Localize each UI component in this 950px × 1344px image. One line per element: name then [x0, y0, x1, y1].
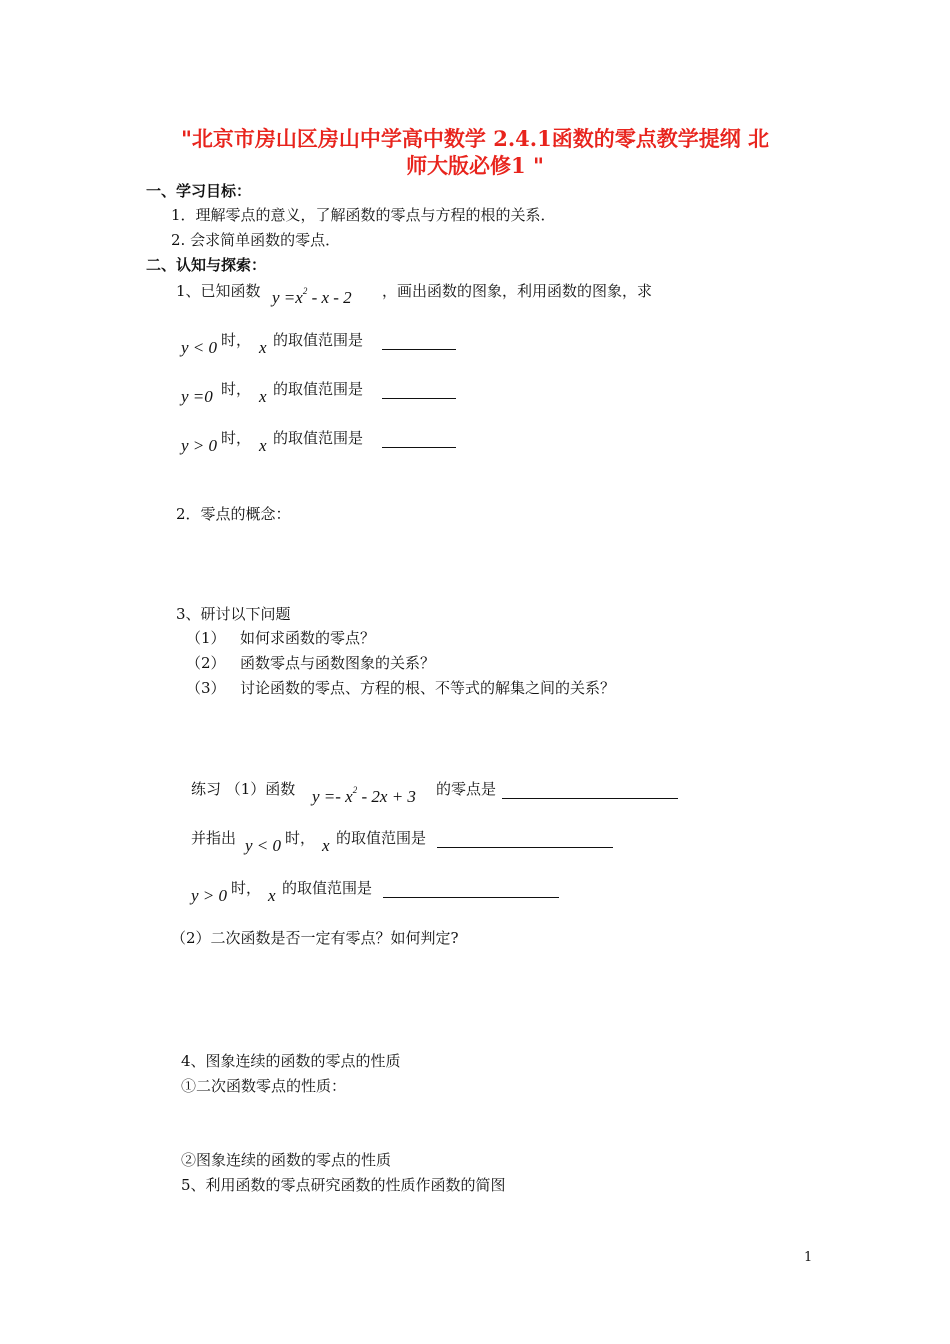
practice-line2-label: 的取值范围是: [336, 829, 427, 847]
q3-item-1-text: 如何求函数的零点？: [240, 629, 376, 647]
q1-row2-cond: y =0: [181, 387, 213, 406]
q1-suffix: ，画出函数的图象，利用函数的图象，求: [382, 282, 653, 300]
practice-line3-cond: y > 0: [191, 886, 228, 905]
q1-row1-label: 的取值范围是: [273, 331, 364, 349]
q1-row3-blank: [382, 429, 456, 448]
practice-line3-var: x: [268, 886, 276, 905]
practice-q2: （2）二次函数是否一定有零点？如何判定?: [171, 929, 459, 947]
doc-title-line2: 师大版必修1 ": [406, 153, 544, 178]
practice-line2-prefix: 并指出: [191, 829, 237, 847]
q1-row3-var: x: [259, 436, 267, 455]
practice-line3-label: 的取值范围是: [282, 879, 373, 897]
q3-heading: 3、研讨以下问题: [176, 605, 291, 623]
q1-row1-blank: [382, 331, 456, 350]
q1-row2-var: x: [259, 387, 267, 406]
q1-row3-text: 时，: [221, 429, 252, 447]
objective-item-1: 1．理解零点的意义，了解函数的零点与方程的根的关系．: [171, 206, 556, 224]
practice-line2-text: 时，: [285, 829, 316, 847]
practice-blank-1: [502, 780, 678, 799]
q4-sub1: ①二次函数零点的性质：: [181, 1077, 347, 1095]
practice-line3-text: 时，: [231, 879, 262, 897]
q3-item-3-num: （3）: [186, 679, 226, 697]
q1-row1-cond: y < 0: [181, 338, 218, 357]
practice-formula: $y =- x^2 - 2x + 3$: [312, 785, 416, 806]
q1-prefix: 1、已知函数: [176, 282, 261, 300]
q1-formula: $y =x^2 - x - 2$: [272, 286, 352, 307]
section2-heading: 二、认知与探索：: [146, 256, 267, 274]
q1-row1-text: 时，: [221, 331, 252, 349]
q3-item-2-num: （2）: [186, 654, 226, 672]
q1-row3-label: 的取值范围是: [273, 429, 364, 447]
q1-row2-blank: [382, 380, 456, 399]
q1-row3-cond: y > 0: [181, 436, 218, 455]
practice-suffix: 的零点是: [436, 780, 497, 798]
section1-heading: 一、学习目标：: [146, 182, 252, 200]
q3-item-1-num: （1）: [186, 629, 226, 647]
practice-prefix: 练习 （1）函数: [191, 780, 296, 798]
practice-blank-3: [383, 879, 559, 898]
q5-text: 5、利用函数的零点研究函数的性质作函数的简图: [181, 1176, 506, 1194]
practice-line2-cond: y < 0: [245, 836, 282, 855]
q1-row1-var: x: [259, 338, 267, 357]
page-number: 1: [804, 1250, 813, 1265]
q2-text: 2．零点的概念：: [176, 505, 291, 523]
objective-item-2: 2. 会求简单函数的零点．: [171, 231, 341, 249]
q4-sub2: ②图象连续的函数的零点的性质: [181, 1151, 392, 1169]
q1-row2-label: 的取值范围是: [273, 380, 364, 398]
practice-blank-2: [437, 829, 613, 848]
practice-line2-var: x: [322, 836, 330, 855]
q1-row2-text: 时，: [221, 380, 252, 398]
q4-heading: 4、图象连续的函数的零点的性质: [181, 1052, 401, 1070]
doc-title-line1: "北京市房山区房山中学高中数学 2.4.1函数的零点教学提纲 北: [180, 126, 770, 151]
q3-item-3-text: 讨论函数的零点、方程的根、不等式的解集之间的关系？: [240, 679, 616, 697]
q3-item-2-text: 函数零点与函数图象的关系？: [240, 654, 436, 672]
